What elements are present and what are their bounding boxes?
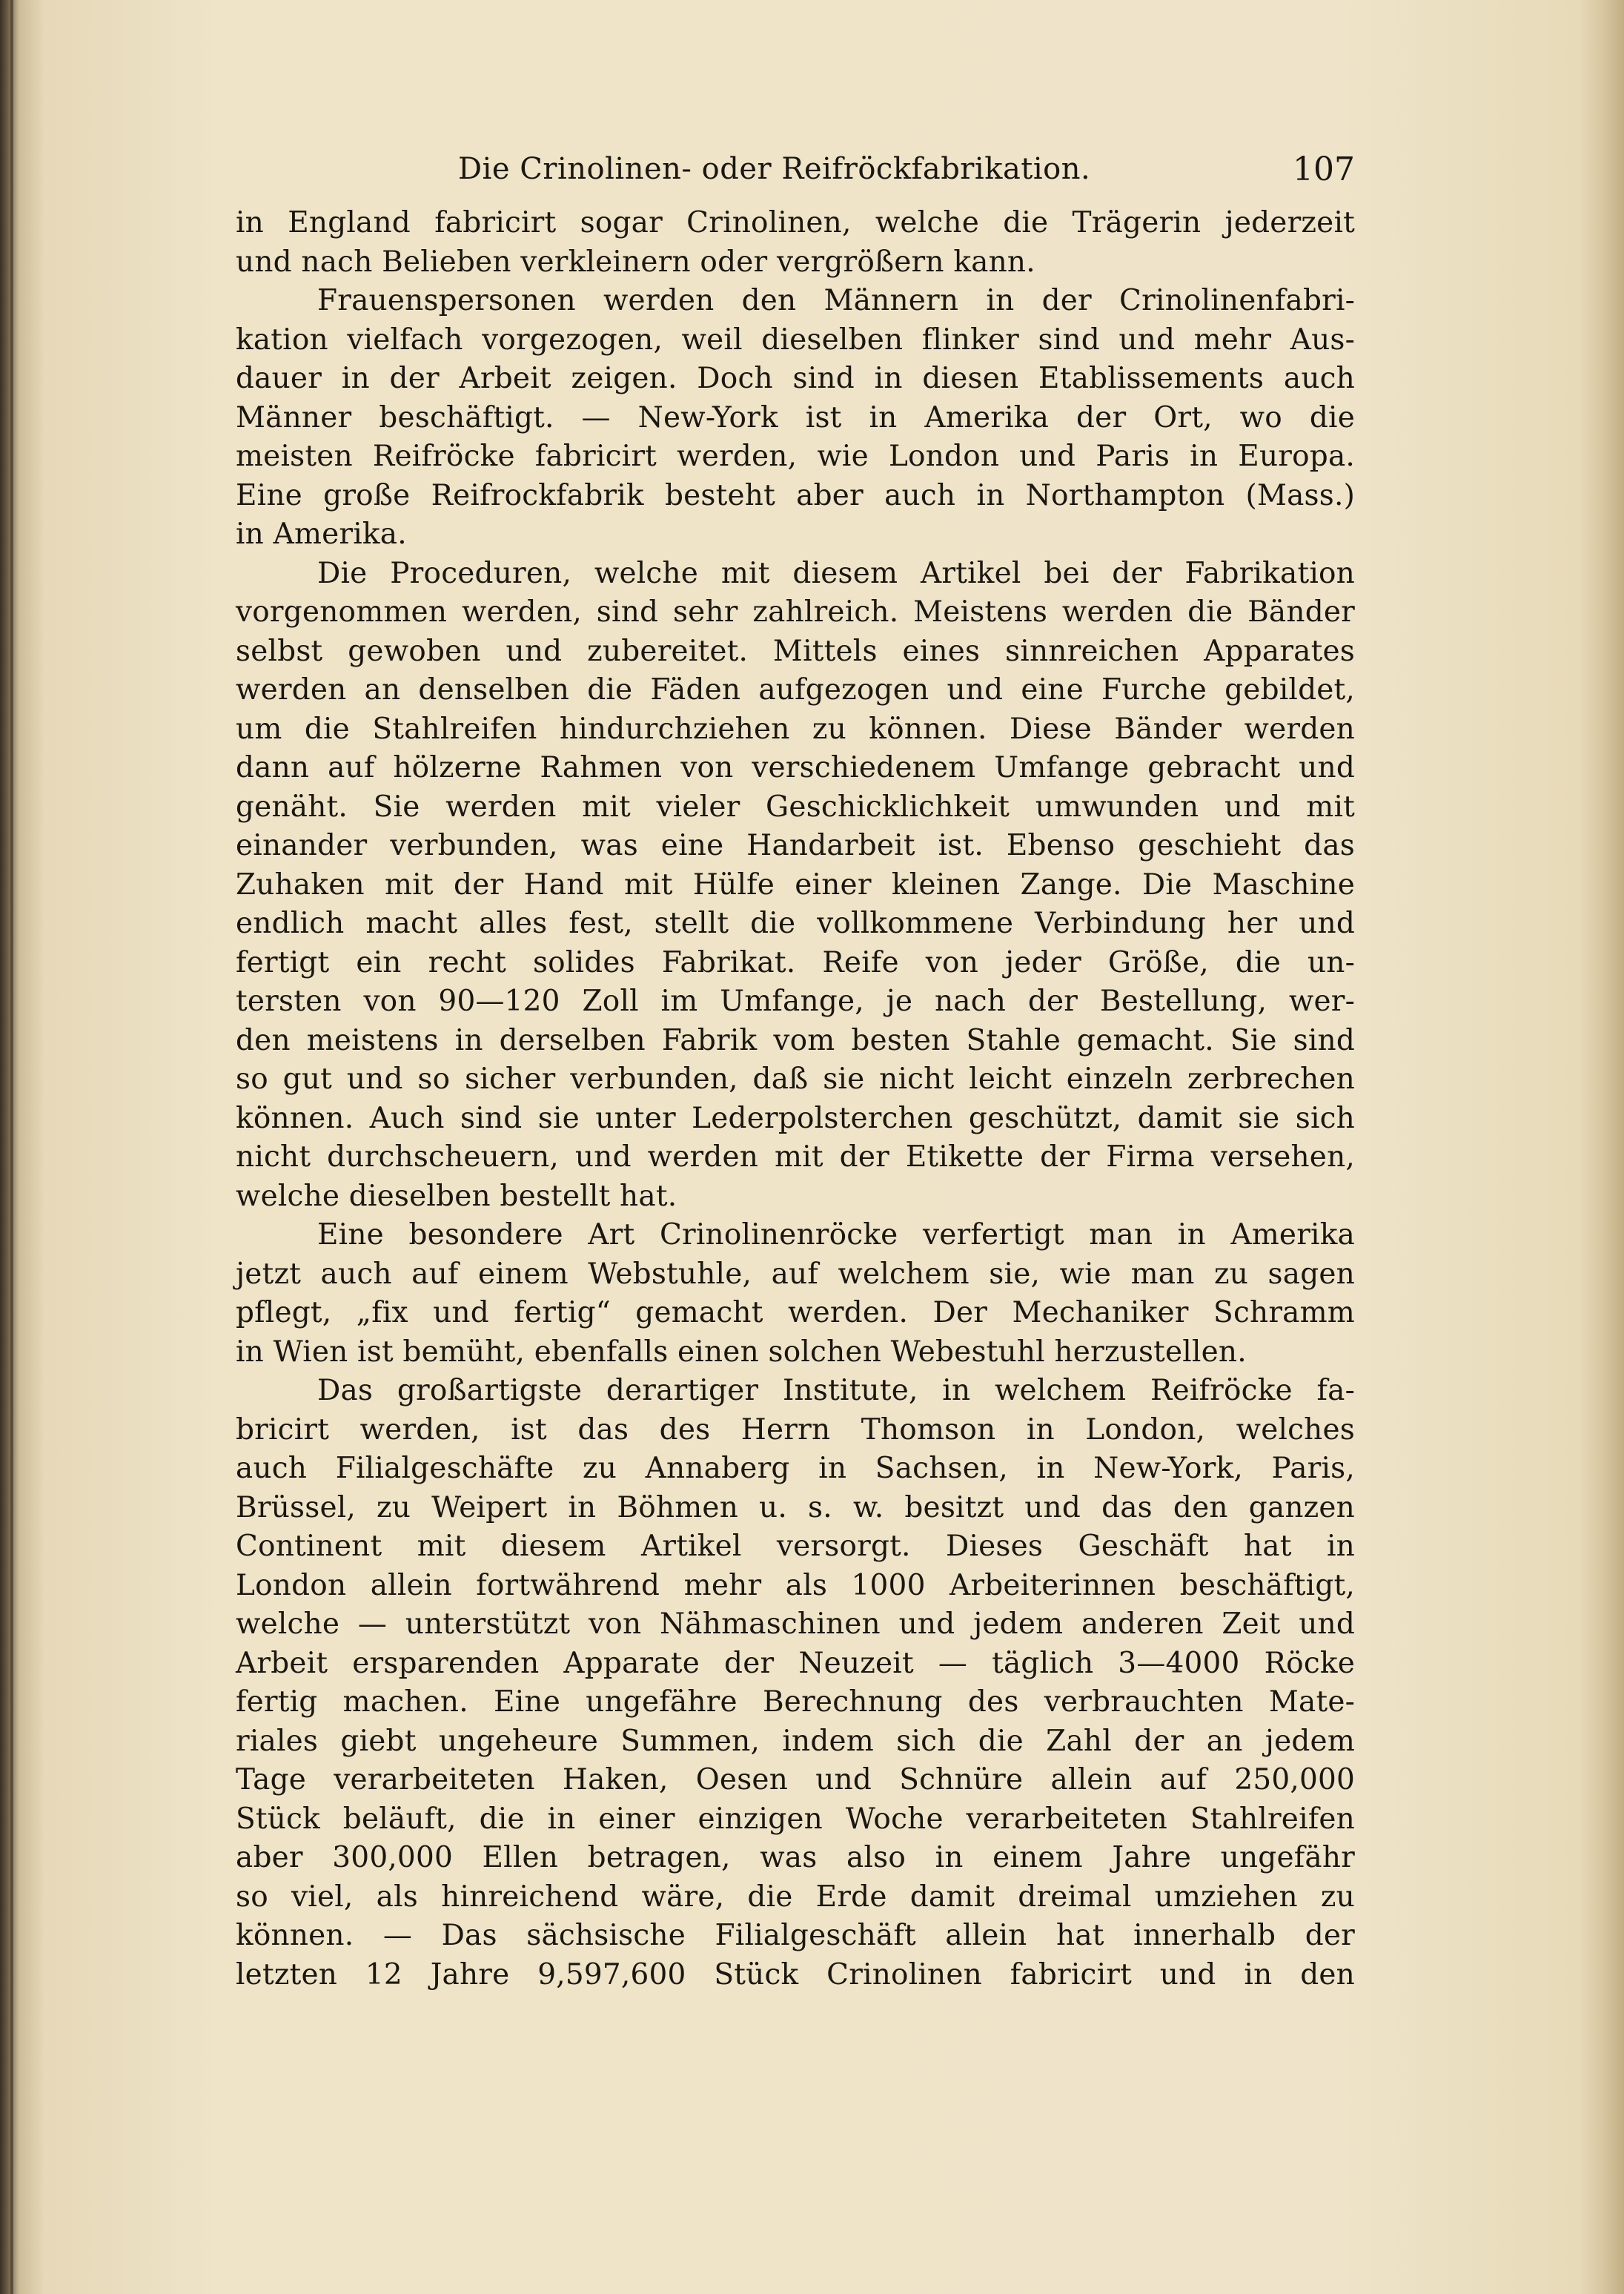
text-line: welche — unterstützt von Nähmaschinen und jedem anderen Zeit und bbox=[236, 1607, 1355, 1641]
text-line: riales giebt ungeheure Summen, indem sich die Zahl der an jedem bbox=[236, 1724, 1355, 1758]
text-line: in England fabricirt sogar Crinolinen, welche die Trägerin jederzeit bbox=[236, 206, 1355, 239]
text-line: fertig machen. Eine ungefähre Berechnung des verbrauchten Mate- bbox=[236, 1685, 1355, 1719]
page-content bbox=[236, 145, 1355, 1994]
text-line: Zuhaken mit der Hand mit Hülfe einer kleinen Zange. Die Maschine bbox=[236, 867, 1355, 902]
text-line: genäht. Sie werden mit vieler Geschicklichkeit umwunden und mit bbox=[236, 790, 1355, 824]
text-line: vorgenommen werden, sind sehr zahlreich. Meistens werden die Bänder bbox=[236, 595, 1355, 629]
text-line: welche dieselben bestellt hat. bbox=[236, 1179, 677, 1213]
text-line: in Amerika. bbox=[236, 518, 407, 551]
text-line: und nach Belieben verkleinern oder vergrößern kann. bbox=[236, 245, 1035, 279]
text-line: Frauenspersonen werden den Männern in der Crinolinenfabri- bbox=[317, 284, 1355, 317]
page-header bbox=[236, 145, 1355, 204]
text-line: tersten von 90—120 Zoll im Umfange, je nach der Bestellung, wer- bbox=[236, 985, 1355, 1018]
binding-edge bbox=[10, 0, 13, 2294]
text-line: pflegt, „fix und fertig“ gemacht werden. Der Mechaniker Schramm bbox=[236, 1296, 1355, 1329]
text-line: jetzt auch auf einem Webstuhle, auf welchem sie, wie man zu sagen bbox=[236, 1257, 1355, 1291]
text-line: den meistens in derselben Fabrik vom besten Stahle gemacht. Sie sind bbox=[236, 1023, 1355, 1057]
text-line: Continent mit diesem Artikel versorgt. Dieses Geschäft hat in bbox=[236, 1530, 1355, 1563]
body-text bbox=[236, 204, 1355, 1994]
text-line: um die Stahlreifen hindurchziehen zu können. Diese Bänder werden bbox=[236, 712, 1355, 746]
text-line: dauer in der Arbeit zeigen. Doch sind in diesen Etablissements auch bbox=[236, 362, 1355, 395]
text-line: Eine große Reifrockfabrik besteht aber auch in Northampton (Mass.) bbox=[236, 478, 1355, 512]
text-line: Brüssel, zu Weipert in Böhmen u. s. w. besitzt und das den ganzen bbox=[236, 1490, 1355, 1524]
text-line: meisten Reifröcke fabricirt werden, wie London und Paris in Europa. bbox=[236, 440, 1355, 473]
text-line: Männer beschäftigt. — New-York ist in Amerika der Ort, wo die bbox=[236, 400, 1355, 434]
text-line: bricirt werden, ist das des Herrn Thomson in London, welches bbox=[236, 1412, 1355, 1447]
text-line: können. Auch sind sie unter Lederpolsterchen geschützt, damit sie sich bbox=[236, 1101, 1355, 1135]
text-line: fertigt ein recht solides Fabrikat. Reife von jeder Größe, die un- bbox=[236, 945, 1355, 979]
text-line: in Wien ist bemüht, ebenfalls einen solchen Webestuhl herzustellen. bbox=[236, 1335, 1247, 1369]
text-line: können. — Das sächsische Filialgeschäft allein hat innerhalb der bbox=[236, 1919, 1355, 1952]
text-line: London allein fortwährend mehr als 1000 Arbeiterinnen beschäftigt, bbox=[236, 1568, 1355, 1602]
text-line: letzten 12 Jahre 9,597,600 Stück Crinolinen fabricirt und in den bbox=[236, 1957, 1355, 1991]
text-line: so viel, als hinreichend wäre, die Erde damit dreimal umziehen zu bbox=[236, 1880, 1355, 1914]
text-line: Die Proceduren, welche mit diesem Artikel bei der Fabrikation bbox=[317, 556, 1355, 590]
running-title: Die Crinolinen- oder Reifröckfabrikation. bbox=[458, 152, 1091, 186]
text-line: dann auf hölzerne Rahmen von verschiedenem Umfange gebracht und bbox=[236, 751, 1355, 784]
text-line: aber 300,000 Ellen betragen, was also in einem Jahre ungefähr bbox=[236, 1841, 1355, 1874]
text-line: Arbeit ersparenden Apparate der Neuzeit — täglich 3—4000 Röcke bbox=[236, 1646, 1355, 1680]
text-line: Stück beläuft, die in einer einzigen Woche verarbeiteten Stahlreifen bbox=[236, 1802, 1355, 1836]
text-line: auch Filialgeschäfte zu Annaberg in Sachsen, in New-York, Paris, bbox=[236, 1452, 1355, 1485]
text-line: endlich macht alles fest, stellt die vollkommene Verbindung her und bbox=[236, 907, 1355, 940]
text-line: selbst gewoben und zubereitet. Mittels eines sinnreichen Apparates bbox=[236, 634, 1355, 668]
text-line: einander verbunden, was eine Handarbeit ist. Ebenso geschieht das bbox=[236, 829, 1355, 862]
text-line: werden an denselben die Fäden aufgezogen und eine Furche gebildet, bbox=[236, 673, 1355, 707]
text-line: Tage verarbeiteten Haken, Oesen und Schnüre allein auf 250,000 bbox=[236, 1763, 1355, 1796]
text-line: nicht durchscheuern, und werden mit der Etikette der Firma versehen, bbox=[236, 1140, 1355, 1174]
page-number: 107 bbox=[1293, 151, 1355, 188]
text-line: Das großartigste derartiger Institute, in welchem Reifröcke fa- bbox=[317, 1374, 1355, 1407]
text-line: kation vielfach vorgezogen, weil dieselben flinker sind und mehr Aus- bbox=[236, 323, 1355, 357]
text-line: Eine besondere Art Crinolinenröcke verfertigt man in Amerika bbox=[317, 1218, 1355, 1252]
text-line: so gut und so sicher verbunden, daß sie nicht leicht einzeln zerbrechen bbox=[236, 1062, 1355, 1096]
